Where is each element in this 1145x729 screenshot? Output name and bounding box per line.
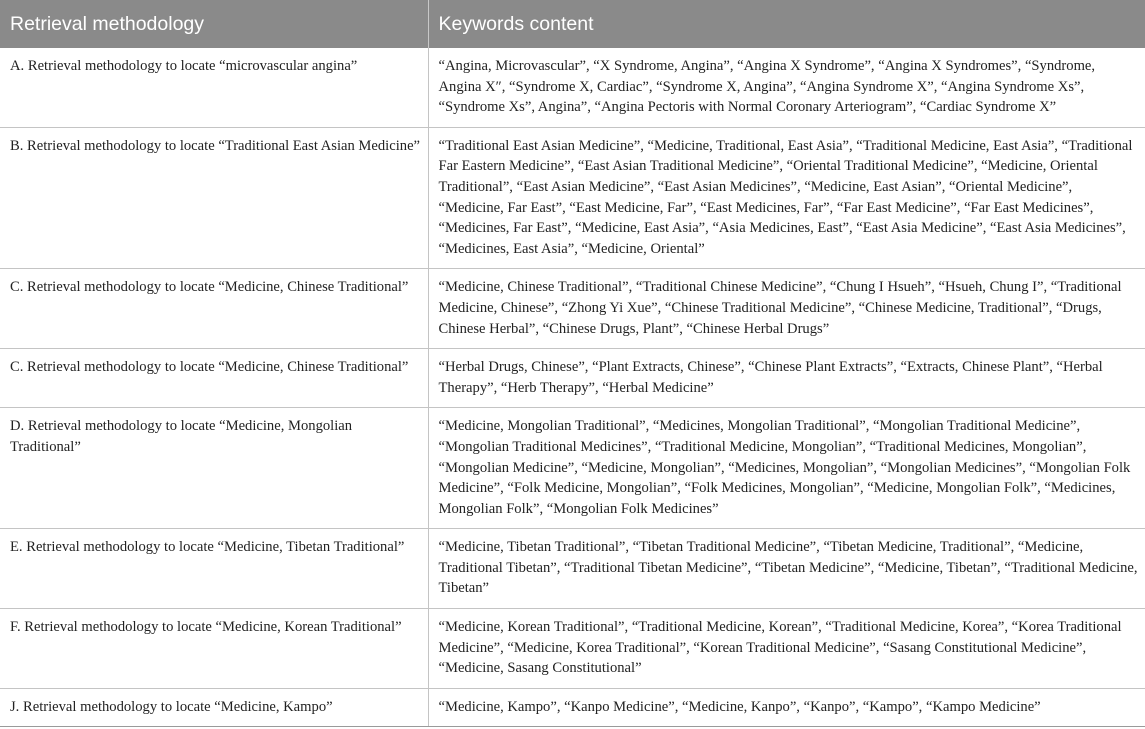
table-row <box>0 529 1145 609</box>
method-cell: J. Retrieval methodology to locate “Medicine, Kampo” <box>0 688 428 727</box>
method-cell: A. Retrieval methodology to locate “microvascular angina” <box>0 48 428 127</box>
keywords-cell: “Medicine, Mongolian Traditional”, “Medicines, Mongolian Traditional”, “Mongolian Traditional Medicine”, “Mongolian Traditional Medicines”, “Traditional Medicine, Mongolian”, “Traditional Medicines, Mongolian”, “Mongolian Medicine”, “Medicine, Mongolian”, “Medicines, Mongolian”, “Mongolian Medicines”, “Mongolian Folk Medicine”, “Folk Medicine, Mongolian”, “Folk Medicines, Mongolian”, “Medicine, Mongolian Folk”, “Medicines, Mongolian Folk”, “Mongolian Folk Medicines” <box>428 408 1145 529</box>
keywords-cell: “Herbal Drugs, Chinese”, “Plant Extracts, Chinese”, “Chinese Plant Extracts”, “Extracts, Chinese Plant”, “Herbal Therapy”, “Herb Therapy”, “Herbal Medicine” <box>428 349 1145 408</box>
keywords-cell: “Angina, Microvascular”, “X Syndrome, Angina”, “Angina X Syndrome”, “Angina X Syndromes”, “Syndrome, Angina X″, “Syndrome X, Cardiac”, “Syndrome X, Angina”, “Angina Syndrome X”, “Angina Syndrome Xs”, “Syndrome Xs”, Angina”, “Angina Pectoris with Normal Coronary Arteriogram”, “Cardiac Syndrome X” <box>428 48 1145 127</box>
table-row <box>0 127 1145 269</box>
table-header-row <box>0 0 1145 48</box>
keywords-cell: “Medicine, Kampo”, “Kanpo Medicine”, “Medicine, Kanpo”, “Kanpo”, “Kampo”, “Kampo Medicine” <box>428 688 1145 727</box>
table-row <box>0 688 1145 727</box>
table-row <box>0 269 1145 349</box>
header-retrieval-methodology: Retrieval methodology <box>0 0 428 48</box>
method-cell: C. Retrieval methodology to locate “Medicine, Chinese Traditional” <box>0 269 428 349</box>
keywords-cell: “Medicine, Tibetan Traditional”, “Tibetan Traditional Medicine”, “Tibetan Medicine, Traditional”, “Medicine, Traditional Tibetan”, “Traditional Tibetan Medicine”, “Tibetan Medicine”, “Medicine, Tibetan”, “Traditional Medicine, Tibetan” <box>428 529 1145 609</box>
method-cell: F. Retrieval methodology to locate “Medicine, Korean Traditional” <box>0 609 428 689</box>
table-row <box>0 48 1145 127</box>
keywords-cell: “Medicine, Korean Traditional”, “Traditional Medicine, Korean”, “Traditional Medicine, Korea”, “Korea Traditional Medicine”, “Medicine, Korea Traditional”, “Korean Traditional Medicine”, “Sasang Constitutional Medicine”, “Medicine, Sasang Constitutional” <box>428 609 1145 689</box>
table-row <box>0 408 1145 529</box>
method-cell: C. Retrieval methodology to locate “Medicine, Chinese Traditional” <box>0 349 428 408</box>
method-cell: B. Retrieval methodology to locate “Traditional East Asian Medicine” <box>0 127 428 269</box>
table-row <box>0 349 1145 408</box>
keywords-cell: “Traditional East Asian Medicine”, “Medicine, Traditional, East Asia”, “Traditional Medicine, East Asia”, “Traditional Far Eastern Medicine”, “East Asian Traditional Medicine”, “Oriental Traditional Medicine”, “Medicine, Oriental Traditional”, “East Asian Medicine”, “East Asian Medicines”, “Medicine, East Asian”, “Oriental Medicine”, “Medicine, Far East”, “East Medicine, Far”, “East Medicines, Far”, “Far East Medicine”, “Far East Medicines”, “Medicines, Far East”, “Medicine, East Asia”, “Asia Medicines, East”, “East Asia Medicine”, “East Asia Medicines”, “Medicines, East Asia”, “Medicine, Oriental” <box>428 127 1145 269</box>
method-cell: E. Retrieval methodology to locate “Medicine, Tibetan Traditional” <box>0 529 428 609</box>
method-cell: D. Retrieval methodology to locate “Medicine, Mongolian Traditional” <box>0 408 428 529</box>
keywords-cell: “Medicine, Chinese Traditional”, “Traditional Chinese Medicine”, “Chung I Hsueh”, “Hsueh, Chung I”, “Traditional Medicine, Chinese”, “Zhong Yi Xue”, “Chinese Traditional Medicine”, “Chinese Medicine, Traditional”, “Drugs, Chinese Herbal”, “Chinese Drugs, Plant”, “Chinese Herbal Drugs” <box>428 269 1145 349</box>
table-row <box>0 609 1145 689</box>
header-keywords-content: Keywords content <box>428 0 1145 48</box>
